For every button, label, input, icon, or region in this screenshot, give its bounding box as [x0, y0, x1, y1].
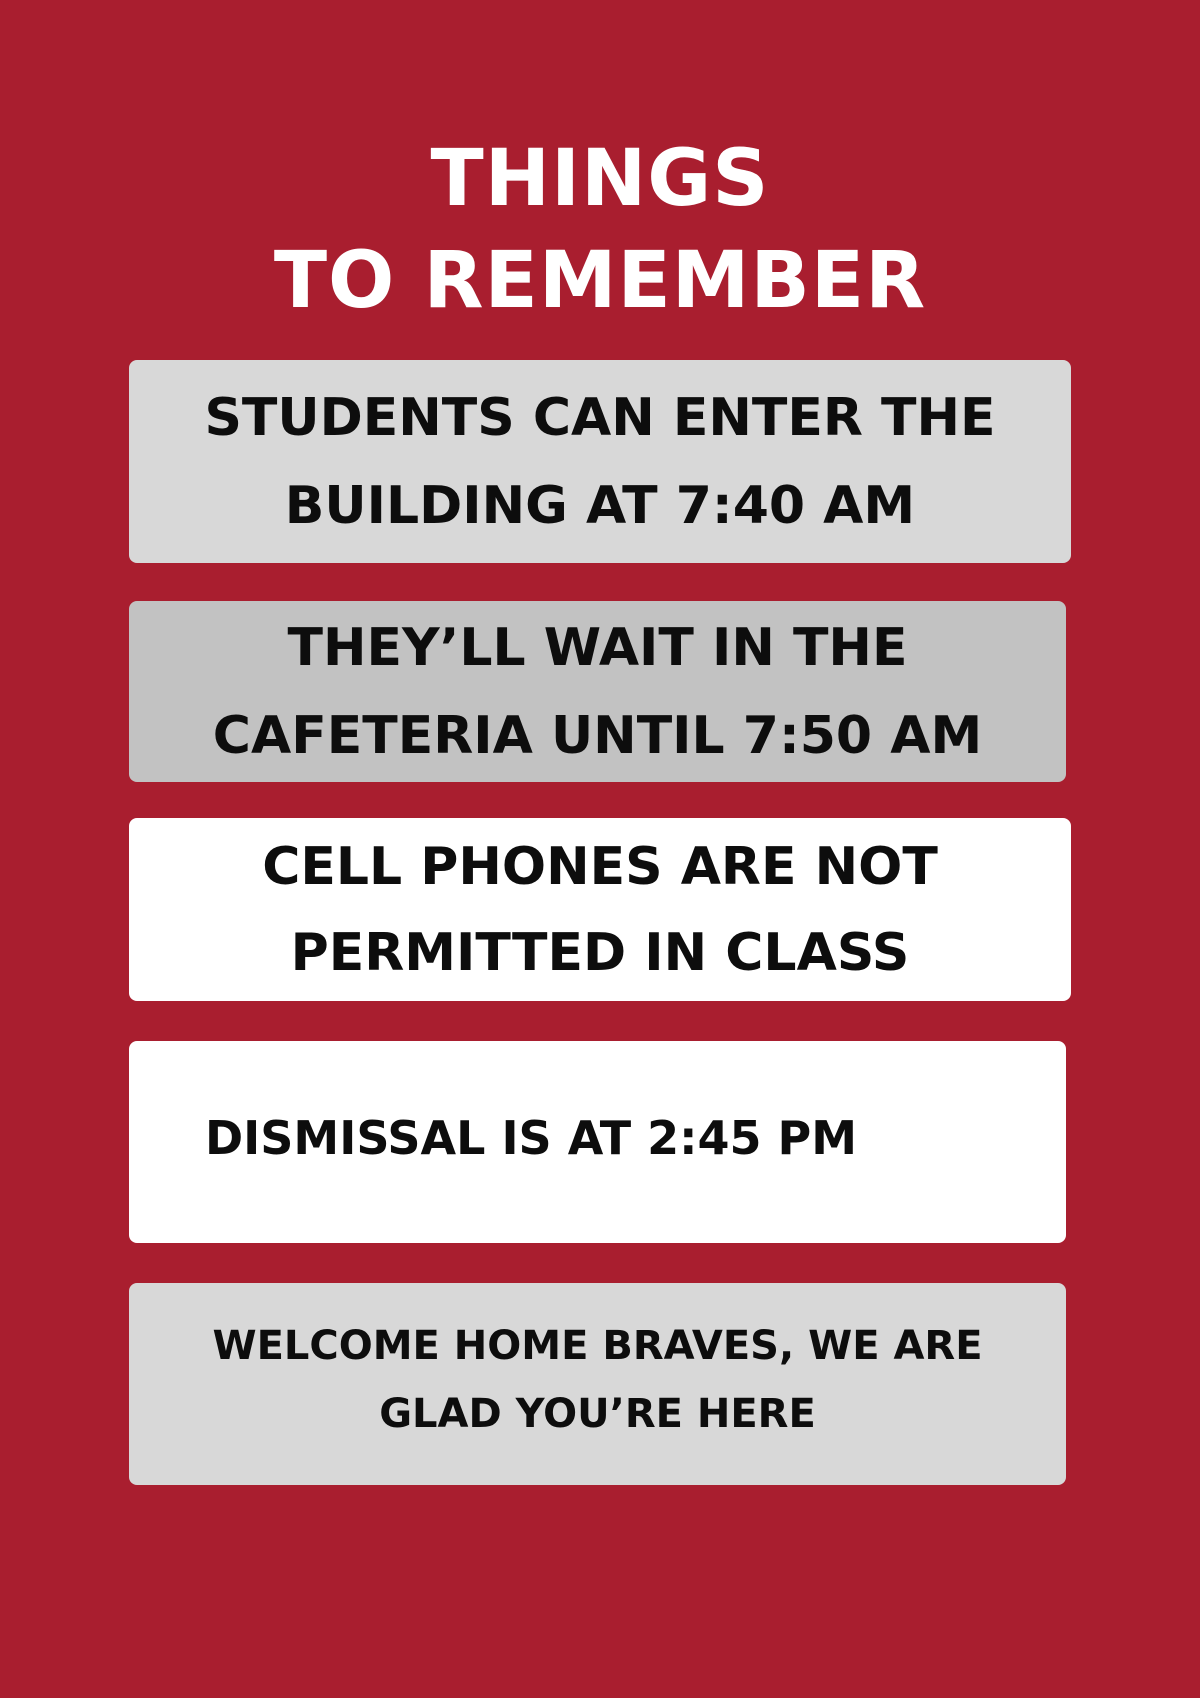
reminder-line-1: CELL PHONES ARE NOT: [262, 836, 938, 897]
reminder-card-cell-phones: [129, 818, 1071, 1001]
reminder-card-dismissal: [129, 1041, 1066, 1243]
page-title: [0, 128, 1200, 332]
reminder-text: [205, 1108, 857, 1168]
reminder-line-2: PERMITTED IN CLASS: [290, 922, 910, 983]
reminder-card-cafeteria-wait: [129, 601, 1066, 782]
reminder-text: [213, 604, 982, 780]
reminder-line-1: DISMISSAL IS AT 2:45 PM: [205, 1111, 858, 1165]
reminder-line-2: CAFETERIA UNTIL 7:50 AM: [212, 705, 983, 766]
reminder-line-1: WELCOME HOME BRAVES, WE ARE: [212, 1323, 983, 1369]
reminder-line-1: THEY’LL WAIT IN THE: [287, 617, 908, 678]
reminder-text: [204, 374, 995, 550]
title-line-1: THINGS: [430, 134, 770, 224]
reminder-text: [262, 824, 938, 996]
reminder-line-2: GLAD YOU’RE HERE: [379, 1391, 816, 1437]
reminder-line-2: BUILDING AT 7:40 AM: [284, 475, 916, 536]
title-line-2: TO REMEMBER: [273, 236, 927, 326]
reminder-line-1: STUDENTS CAN ENTER THE: [204, 387, 996, 448]
reminder-card-entry-time: [129, 360, 1071, 563]
reminder-text: [212, 1312, 982, 1448]
reminder-card-welcome: [129, 1283, 1066, 1485]
